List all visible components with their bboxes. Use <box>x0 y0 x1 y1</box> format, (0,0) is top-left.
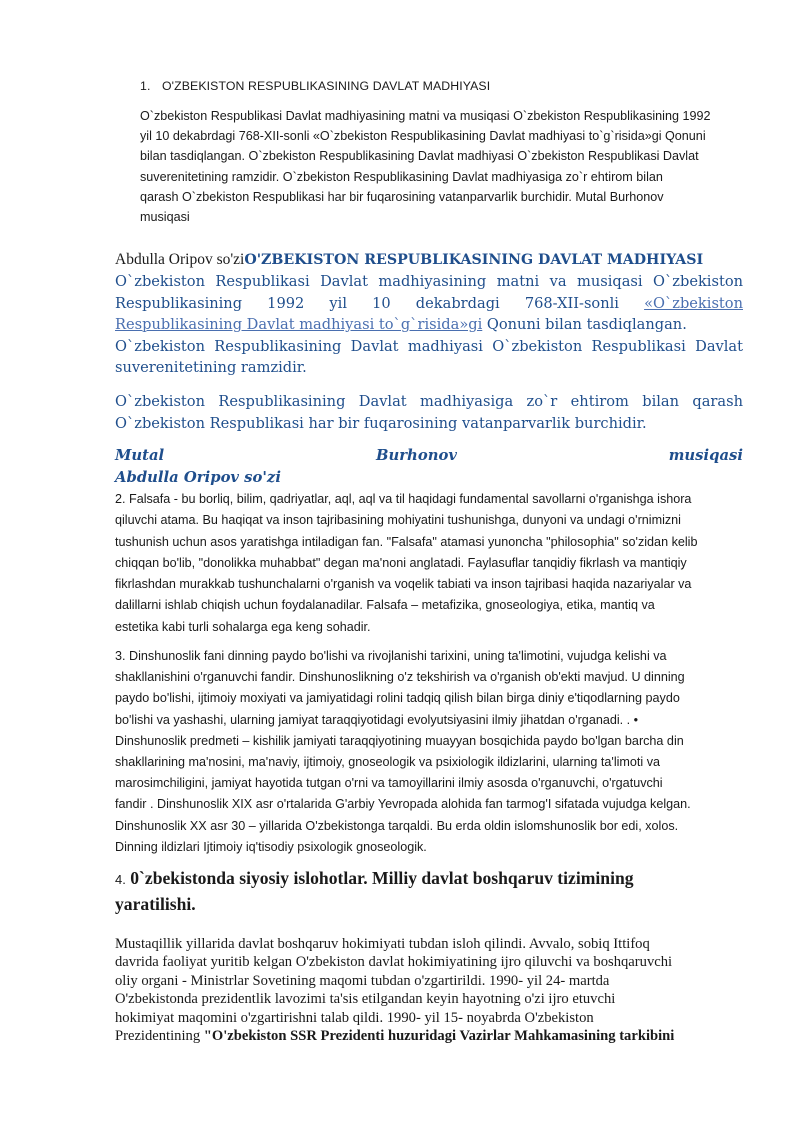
section-4-heading <box>115 866 735 917</box>
text-line: O`zbekiston Respublikasining Davlat madhiyasi O`zbekiston Respublikasi Davlat <box>115 337 743 355</box>
text-line: 2. Falsafa - bu borliq, bilim, qadriyatlar, aql, aql va til haqidagi fundamental savollarni o'rganishga ishora <box>115 492 692 506</box>
author-prefix: Abdulla Oripov so'zi <box>115 251 245 268</box>
anthem-paragraph-1 <box>115 271 743 379</box>
text-line: davrida faoliyat yuritib kelgan O'zbekiston davlat hokimiyatining ijro qiluvchi va boshqaruvchi <box>115 954 673 971</box>
text-line: bo'lishi va yashashi, ularning jamiyat taraqqiyotidagi evolyutsiyasini ilmiy jihatdan o'rganadi. . • <box>115 712 639 727</box>
text-segment: Prezidentining <box>115 1028 204 1045</box>
text-line: musiqasi <box>140 210 190 225</box>
anthem-heading-line <box>115 250 755 270</box>
text-line: O'zbekistonda prezidentlik lavozimi ta'sis etilgandan keyin hayotning o'zi ijro etuvchi <box>115 991 616 1008</box>
anthem-credits <box>115 445 743 489</box>
section-1-paragraph <box>140 106 745 227</box>
text-line: yil 10 dekabrdagi 768-XII-sonli «O`zbekiston Respublikasining Davlat madhiyasi to`g`risida»gi Qonuni <box>140 129 706 144</box>
text-line: Dinshunoslik predmeti – kishilik jamiyati taraqqiyotining muayyan bosqichida paydo bo'lgan barcha din <box>115 733 684 748</box>
text-line: qarash O`zbekiston Respublikasi har bir fuqarosining vatanparvarlik burchidir. Mutal Burhonov <box>140 189 664 204</box>
text-line: qiluvchi atama. Bu haqiqat va inson tajribasining mohiyatini tushunishga, dunyoni va undagi o'rnimizni <box>115 513 681 528</box>
credit-line-2: Abdulla Oripov so'zi <box>115 469 281 486</box>
law-link-end[interactable]: Respublikasining Davlat madhiyasi to`g`risida»gi <box>115 316 483 334</box>
text-line: bilan tasdiqlangan. O`zbekiston Respublikasining Davlat madhiyasi O`zbekiston Respublikasi Davlat <box>140 149 699 164</box>
text-line: O`zbekiston Respublikasi Davlat madhiyasining matni va musiqasi O`zbekiston Respublikasining 1992 <box>140 109 711 123</box>
section-1-heading <box>140 79 490 93</box>
text-line: chiqqan bo'lib, "donolikka muhabbat" degan ma'noni anglatadi. Faylasuflar tanqidiy fikrlash va mantiqiy <box>115 555 687 570</box>
credit-word: Mutal <box>115 447 165 464</box>
text-segment: Respublikasining 1992 yil 10 dekabrdagi 768-XII-sonli <box>115 294 645 312</box>
text-line: Dinshunoslik XX asr 30 – yillarida O'zbekistonga tarqaldi. Bu erda oldin islomshunoslik bor edi, xolos. <box>115 818 679 833</box>
heading-line <box>115 866 735 892</box>
text-line: marosimchiligini, jamiyat hayotida tutgan o'rni va tamoyillarini ilmiy asosda o'rganuvchi, o'rgatuvchi <box>115 776 663 791</box>
text-segment: Qonuni bilan tasdiqlangan. <box>482 316 687 334</box>
text-line: fikrlashdan murakkab tushunchalarni o'rganish va voqelik tabiati va inson tajribasi haqida nazariyalar va <box>115 577 692 592</box>
text-line: dalillarni ishlab chiqish uchun foydalanadilar. Falsafa – metafizika, gnoseologiya, etika, mantiq va <box>115 598 655 613</box>
text-line: Dinning ildizlari Ijtimoiy iq'tisodiy psixologik gnoseologik. <box>115 839 427 854</box>
credit-line-1 <box>115 445 743 467</box>
text-line <box>115 1027 741 1045</box>
section-4-paragraph <box>115 935 741 1045</box>
text-line: suverenitetining ramzidir. O`zbekiston Respublikasining Davlat madhiyasiga zo`r ehtirom bilan <box>140 169 663 184</box>
section-4-number: 4. <box>115 872 126 887</box>
credit-word: Burhonov <box>376 447 457 464</box>
text-line: fandir . Dinshunoslik XIX asr o'rtalarida G'arbiy Yevropada alohida fan tarmog'I sifatada vujudga kelgan. <box>115 797 691 812</box>
credit-word: musiqasi <box>668 447 743 464</box>
heading-text: 0`zbekistonda siyosiy islohotlar. Milliy davlat boshqaruv tizimining <box>130 868 634 888</box>
text-line: O`zbekiston Respublikasining Davlat madhiyasiga zo`r ehtirom bilan qarash <box>115 393 743 410</box>
text-line: shakllarining ma'nosini, ma'naviy, ijtimoiy, gnoseologik va psixiologik ildizlarini, ularning ta'limoti va <box>115 755 661 770</box>
text-line: 3. Dinshunoslik fani dinning paydo bo'lishi va rivojlanishi tarixini, uning ta'limotini, vujudga kelishi va <box>115 649 667 663</box>
text-line: shakllanishini o'rganuvchi fandir. Dinshunoslikning o'z tekshirish va o'rganish ob'ekti mavjud. U dinning <box>115 670 685 685</box>
text-line: hokimiyat maqomini o'zgartirishni talab qildi. 1990- yil 15- noyabrda O'zbekiston <box>115 1009 594 1026</box>
heading-line: yaratilishi. <box>115 894 196 914</box>
text-line <box>115 314 743 336</box>
anthem-heading: O'ZBEKISTON RESPUBLIKASINING DAVLAT MADHIYASI <box>244 252 704 268</box>
text-line: oliy organi - Ministrlar Sovetining maqomi tubdan o'zgartirildi. 1990- yil 24- martda <box>115 972 610 989</box>
text-line: O`zbekiston Respublikasi Davlat madhiyasining matni va musiqasi O`zbekiston <box>115 273 743 290</box>
text-line: estetika kabi turli sohalarga ega keng sohadir. <box>115 619 371 634</box>
section-3-paragraph <box>115 646 745 858</box>
text-line <box>115 293 743 315</box>
decree-title: "O'zbekiston SSR Prezidenti huzuridagi Vazirlar Mahkamasining tarkibini <box>203 1028 675 1045</box>
text-line: O`zbekiston Respublikasi har bir fuqarosining vatanparvarlik burchidir. <box>115 414 647 432</box>
text-line: paydo bo'lishi, ijtimoiy moxiyati va jamiyatidagi rolini tadqiq qilish bilan birga diniy e'tiqodlarning paydo <box>115 691 680 706</box>
text-line: tushunish uchun asos yaratishga intiladigan fan. "Falsafa" atamasi yunoncha "philosophia" so'zidan kelib <box>115 534 698 549</box>
anthem-paragraph-2 <box>115 391 743 434</box>
section-1-number: 1. <box>140 79 151 93</box>
section-1-title: O'ZBEKISTON RESPUBLIKASINING DAVLAT MADHIYASI <box>162 79 491 93</box>
law-link-start[interactable]: «O`zbekiston <box>644 294 743 312</box>
text-line: suverenitetining ramzidir. <box>115 359 307 377</box>
section-2-paragraph <box>115 489 745 638</box>
text-line: Mustaqillik yillarida davlat boshqaruv hokimiyati tubdan isloh qilindi. Avvalo, sobiq Ittifoq <box>115 936 650 952</box>
